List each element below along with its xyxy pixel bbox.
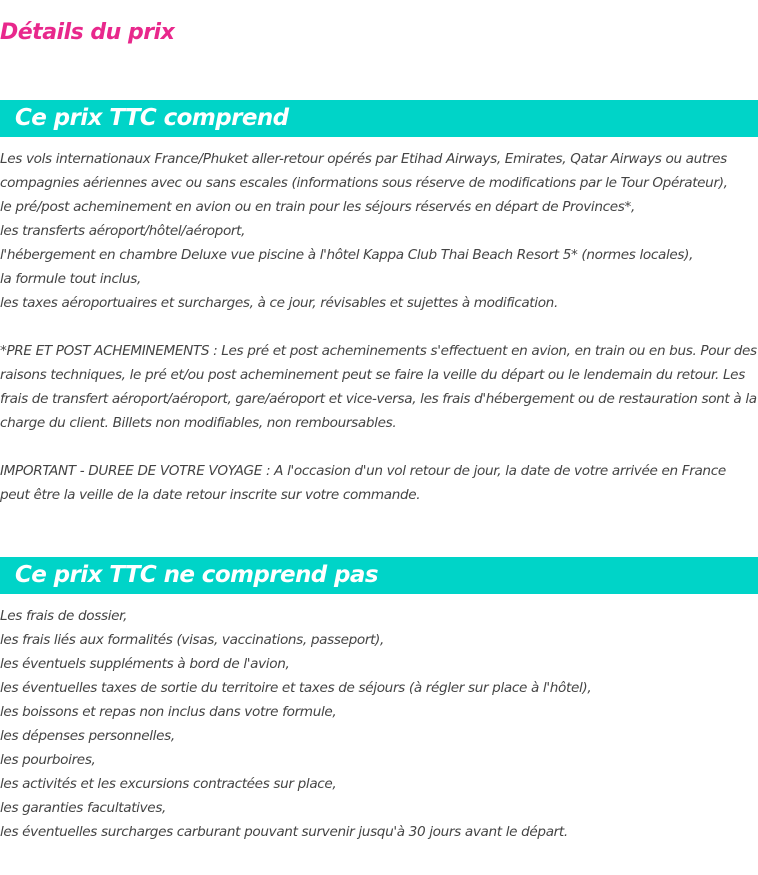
- excluded-item: les garanties facultatives,: [0, 800, 167, 816]
- excluded-item: les éventuelles taxes de sortie du territoire et taxes de séjours (à régler sur place à l'hôtel),: [0, 680, 592, 696]
- excluded-item: les activités et les excursions contractées sur place,: [0, 776, 337, 792]
- included-item: l'hébergement en chambre Deluxe vue piscine à l'hôtel Kappa Club Thai Beach Resort 5* (normes locales),: [0, 247, 694, 263]
- excluded-item: les éventuelles surcharges carburant pouvant survenir jusqu'à 30 jours avant le départ.: [0, 824, 568, 840]
- included-item: Les vols internationaux France/Phuket aller-retour opérés par Etihad Airways, Emirates, Qatar Airways ou autres: [0, 151, 727, 167]
- included-item: les taxes aéroportuaires et surcharges, à ce jour, révisables et sujettes à modification.: [0, 295, 558, 311]
- excluded-section-header: Ce prix TTC ne comprend pas: [0, 557, 758, 594]
- paragraph-spacer: [0, 315, 758, 339]
- excluded-item: Les frais de dossier,: [0, 608, 128, 624]
- excluded-item: les frais liés aux formalités (visas, vaccinations, passeport),: [0, 632, 384, 648]
- paragraph-spacer: [0, 435, 758, 459]
- included-item: compagnies aériennes avec ou sans escales (informations sous réserve de modifications par le Tour Opérateur),: [0, 175, 728, 191]
- excluded-item: les éventuels suppléments à bord de l'avion,: [0, 656, 290, 672]
- note-acheminements: *PRE ET POST ACHEMINEMENTS : Les pré et post acheminements s'effectuent en avion, en train ou en bus. Pour des raisons techniques, le pré et/ou post acheminement peut se faire la veille du départ ou le lendemain du retour. Les frais de transfert aéroport/aéroport, gare/aéroport et vice-versa, les frais d'hébergement ou de restauration sont à la charge du client. Billets non modifiables, non remboursables.: [0, 343, 757, 431]
- included-section-body: [0, 147, 758, 507]
- included-section-header: Ce prix TTC comprend: [0, 100, 758, 137]
- excluded-item: les dépenses personnelles,: [0, 728, 175, 744]
- included-item: la formule tout inclus,: [0, 271, 141, 287]
- excluded-section-body: [0, 604, 758, 844]
- excluded-item: les pourboires,: [0, 752, 96, 768]
- note-duree-voyage: IMPORTANT - DUREE DE VOTRE VOYAGE : A l'occasion d'un vol retour de jour, la date de votre arrivée en France peut être la veille de la date retour inscrite sur votre commande.: [0, 463, 726, 503]
- included-item: le pré/post acheminement en avion ou en train pour les séjours réservés en départ de Provinces*,: [0, 199, 635, 215]
- page-title: Détails du prix: [0, 20, 175, 45]
- included-item: les transferts aéroport/hôtel/aéroport,: [0, 223, 246, 239]
- excluded-item: les boissons et repas non inclus dans votre formule,: [0, 704, 337, 720]
